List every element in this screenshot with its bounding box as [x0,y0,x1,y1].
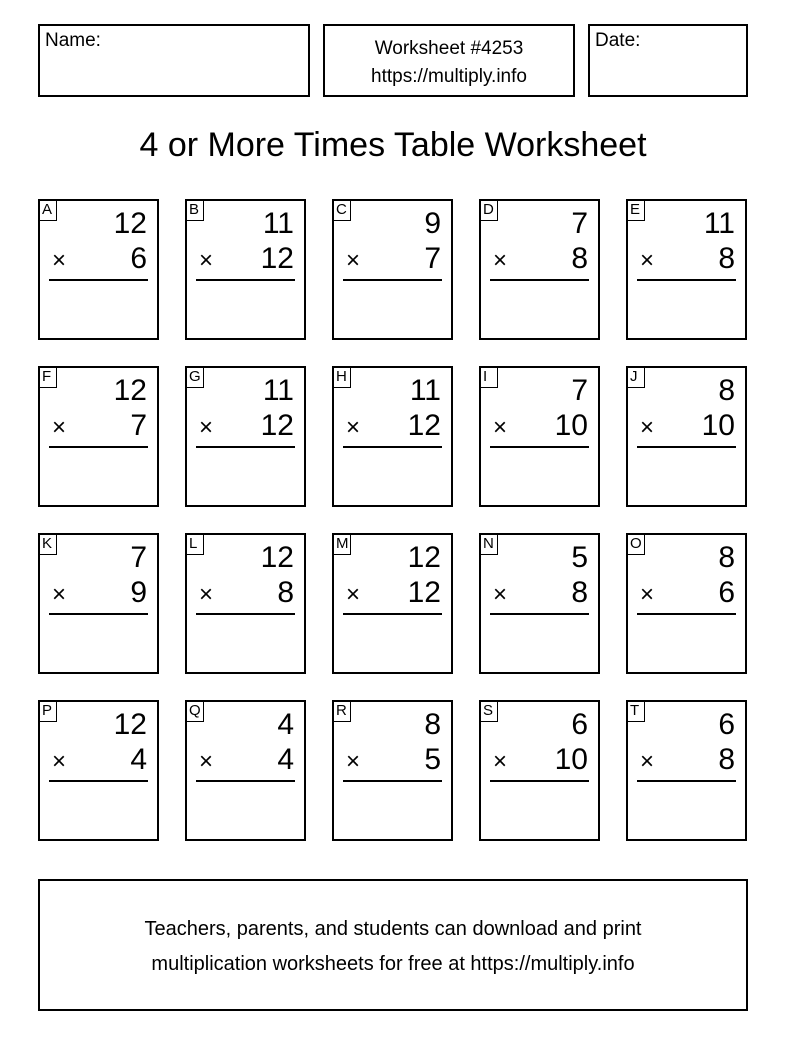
footer-line-2: multiplication worksheets for free at https://multiply.info [151,953,635,975]
times-sign: × [199,247,214,274]
multiplicand: 8 [718,374,735,407]
answer-line [490,780,589,782]
problem-card[interactable] [332,533,453,674]
multiplier: 12 [260,409,294,442]
problem-label: H [332,366,351,388]
times-sign: × [52,414,67,441]
answer-line [637,279,736,281]
multiplicand: 12 [407,541,441,574]
problem-card[interactable] [626,533,747,674]
answer-line [490,613,589,615]
answer-line [343,780,442,782]
multiplicand: 7 [130,541,147,574]
multiplier: 6 [718,576,735,609]
answer-line [637,446,736,448]
multiplicand: 12 [113,207,147,240]
times-sign: × [52,581,67,608]
problem-label: N [479,533,498,555]
answer-line [343,279,442,281]
footer-note [38,879,748,1011]
problem-label: D [479,199,498,221]
times-sign: × [52,247,67,274]
times-sign: × [346,748,361,775]
multiplier: 4 [130,743,147,776]
multiplicand: 8 [424,708,441,741]
times-sign: × [52,748,67,775]
problem-label: R [332,700,351,722]
multiplicand: 9 [424,207,441,240]
answer-line [196,446,295,448]
multiplicand: 4 [277,708,294,741]
multiplier: 5 [424,743,441,776]
answer-line [490,279,589,281]
problem-label: T [626,700,645,722]
problem-card[interactable] [626,700,747,841]
multiplicand: 6 [571,708,588,741]
problem-label: A [38,199,57,221]
problem-card[interactable] [479,199,600,340]
multiplicand: 12 [113,374,147,407]
times-sign: × [346,247,361,274]
problem-label: S [479,700,498,722]
answer-line [49,446,148,448]
problem-card[interactable] [479,700,600,841]
times-sign: × [493,247,508,274]
problem-label: L [185,533,204,555]
multiplier: 12 [260,242,294,275]
multiplier: 10 [554,743,588,776]
times-sign: × [493,414,508,441]
name-label: Name: [45,30,101,51]
problem-label: I [479,366,498,388]
problem-card[interactable] [332,700,453,841]
problem-card[interactable] [185,533,306,674]
answer-line [49,780,148,782]
problem-card[interactable] [626,199,747,340]
multiplicand: 11 [262,207,294,240]
problem-card[interactable] [185,700,306,841]
times-sign: × [199,581,214,608]
problem-card[interactable] [38,700,159,841]
multiplicand: 11 [409,374,441,407]
answer-line [196,279,295,281]
multiplier: 10 [554,409,588,442]
worksheet-info-box [323,24,575,97]
answer-line [196,780,295,782]
multiplier: 8 [718,242,735,275]
multiplier: 12 [407,409,441,442]
problem-label: M [332,533,351,555]
date-field[interactable] [588,24,748,97]
multiplier: 7 [424,242,441,275]
answer-line [49,613,148,615]
multiplier: 8 [718,743,735,776]
problem-label: G [185,366,204,388]
multiplicand: 12 [113,708,147,741]
multiplier: 8 [571,242,588,275]
multiplier: 8 [277,576,294,609]
multiplier: 12 [407,576,441,609]
problem-card[interactable] [38,533,159,674]
problem-card[interactable] [185,366,306,507]
times-sign: × [640,748,655,775]
answer-line [637,613,736,615]
times-sign: × [640,247,655,274]
problem-card[interactable] [38,199,159,340]
multiplier: 8 [571,576,588,609]
answer-line [343,446,442,448]
multiplicand: 7 [571,207,588,240]
times-sign: × [346,414,361,441]
problem-label: Q [185,700,204,722]
footer-line-1: Teachers, parents, and students can download and print [144,918,642,940]
times-sign: × [640,581,655,608]
problem-card[interactable] [332,366,453,507]
times-sign: × [493,581,508,608]
multiplicand: 12 [260,541,294,574]
problem-card[interactable] [479,533,600,674]
problem-card[interactable] [38,366,159,507]
problem-label: E [626,199,645,221]
multiplier: 6 [130,242,147,275]
date-label: Date: [595,30,641,51]
problem-label: O [626,533,645,555]
multiplier: 4 [277,743,294,776]
times-sign: × [493,748,508,775]
worksheet-url: https://multiply.info [371,66,527,87]
times-sign: × [199,748,214,775]
problem-label: K [38,533,57,555]
multiplicand: 5 [571,541,588,574]
multiplicand: 11 [262,374,294,407]
problem-card[interactable] [185,199,306,340]
multiplier: 10 [701,409,735,442]
times-sign: × [640,414,655,441]
answer-line [490,446,589,448]
answer-line [196,613,295,615]
answer-line [343,613,442,615]
times-sign: × [199,414,214,441]
problem-label: J [626,366,645,388]
name-field[interactable] [38,24,310,97]
problem-card[interactable] [626,366,747,507]
problem-label: P [38,700,57,722]
multiplier: 9 [130,576,147,609]
answer-line [49,279,148,281]
multiplicand: 6 [718,708,735,741]
multiplicand: 8 [718,541,735,574]
answer-line [637,780,736,782]
multiplicand: 7 [571,374,588,407]
multiplier: 7 [130,409,147,442]
multiplicand: 11 [703,207,735,240]
problem-card[interactable] [479,366,600,507]
problem-label: C [332,199,351,221]
worksheet-number: Worksheet #4253 [374,38,524,59]
problem-label: F [38,366,57,388]
page-title: 4 or More Times Table Worksheet [139,126,647,164]
problem-card[interactable] [332,199,453,340]
times-sign: × [346,581,361,608]
problem-label: B [185,199,204,221]
